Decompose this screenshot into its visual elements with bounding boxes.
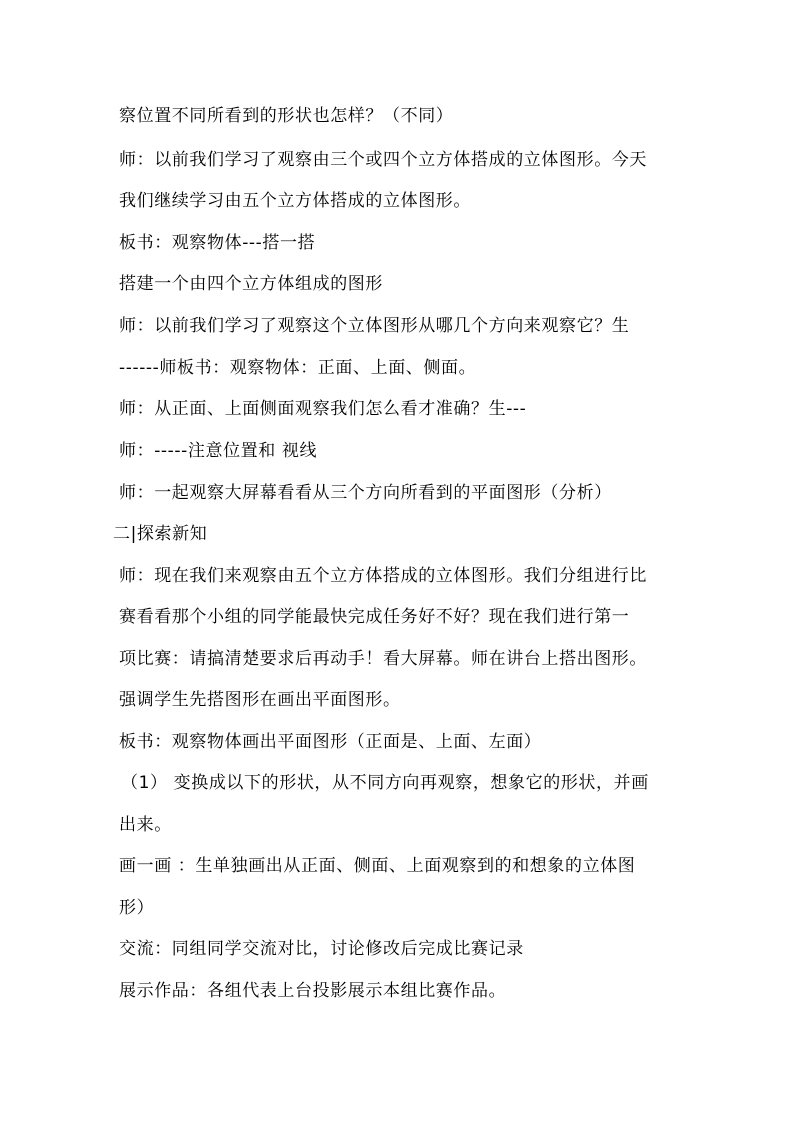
- text-line: 交流：同组同学交流对比，讨论修改后完成比赛记录: [119, 939, 524, 959]
- text-line: 画一画 ：生单独画出从正面、侧面、上面观察到的和想象的立体图: [119, 856, 636, 876]
- text-line: ------师板书：观察物体：正面、上面、侧面。: [119, 358, 477, 378]
- text-line: 师：-----注意位置和 视线: [119, 441, 318, 461]
- text-line: 师：从正面、上面侧面观察我们怎么看才准确？生---: [119, 399, 527, 419]
- text-line: 板书：观察物体---搭一搭: [119, 233, 316, 253]
- text-line: 察位置不同所看到的形状也怎样？（不同）: [119, 106, 454, 126]
- section-heading: 二|探索新知: [113, 524, 208, 544]
- text-line: 项比赛：请搞清楚要求后再动手！看大屏幕。师在讲台上搭出图形。: [119, 649, 647, 669]
- text-line: 展示作品：各组代表上台投影展示本组比赛作品。: [119, 981, 507, 1001]
- text-line: 板书：观察物体画出平面图形（正面是、上面、左面）: [119, 732, 542, 752]
- text-line: 赛看看那个小组的同学能最快完成任务好不好？现在我们进行第一: [119, 607, 630, 627]
- text-line: 搭建一个由四个立方体组成的图形: [119, 274, 383, 294]
- text-line: 师：以前我们学习了观察由三个或四个立方体搭成的立体图形。今天: [119, 150, 647, 170]
- text-line: 师：以前我们学习了观察这个立体图形从哪几个方向来观察它？生: [119, 316, 630, 336]
- text-line: 出来。: [119, 815, 172, 835]
- text-line: 我们继续学习由五个立方体搭成的立体图形。: [119, 191, 471, 211]
- text-line: 师：一起观察大屏幕看看从三个方向所看到的平面图形（分析）: [119, 483, 612, 503]
- text-line: 师：现在我们来观察由五个立方体搭成的立体图形。我们分组进行比: [119, 566, 647, 586]
- text-line: 强调学生先搭图形在画出平面图形。: [119, 690, 401, 710]
- text-line: 形）: [119, 898, 155, 918]
- text-line: （1） 变换成以下的形状，从不同方向再观察，想象它的形状，并画: [121, 773, 649, 793]
